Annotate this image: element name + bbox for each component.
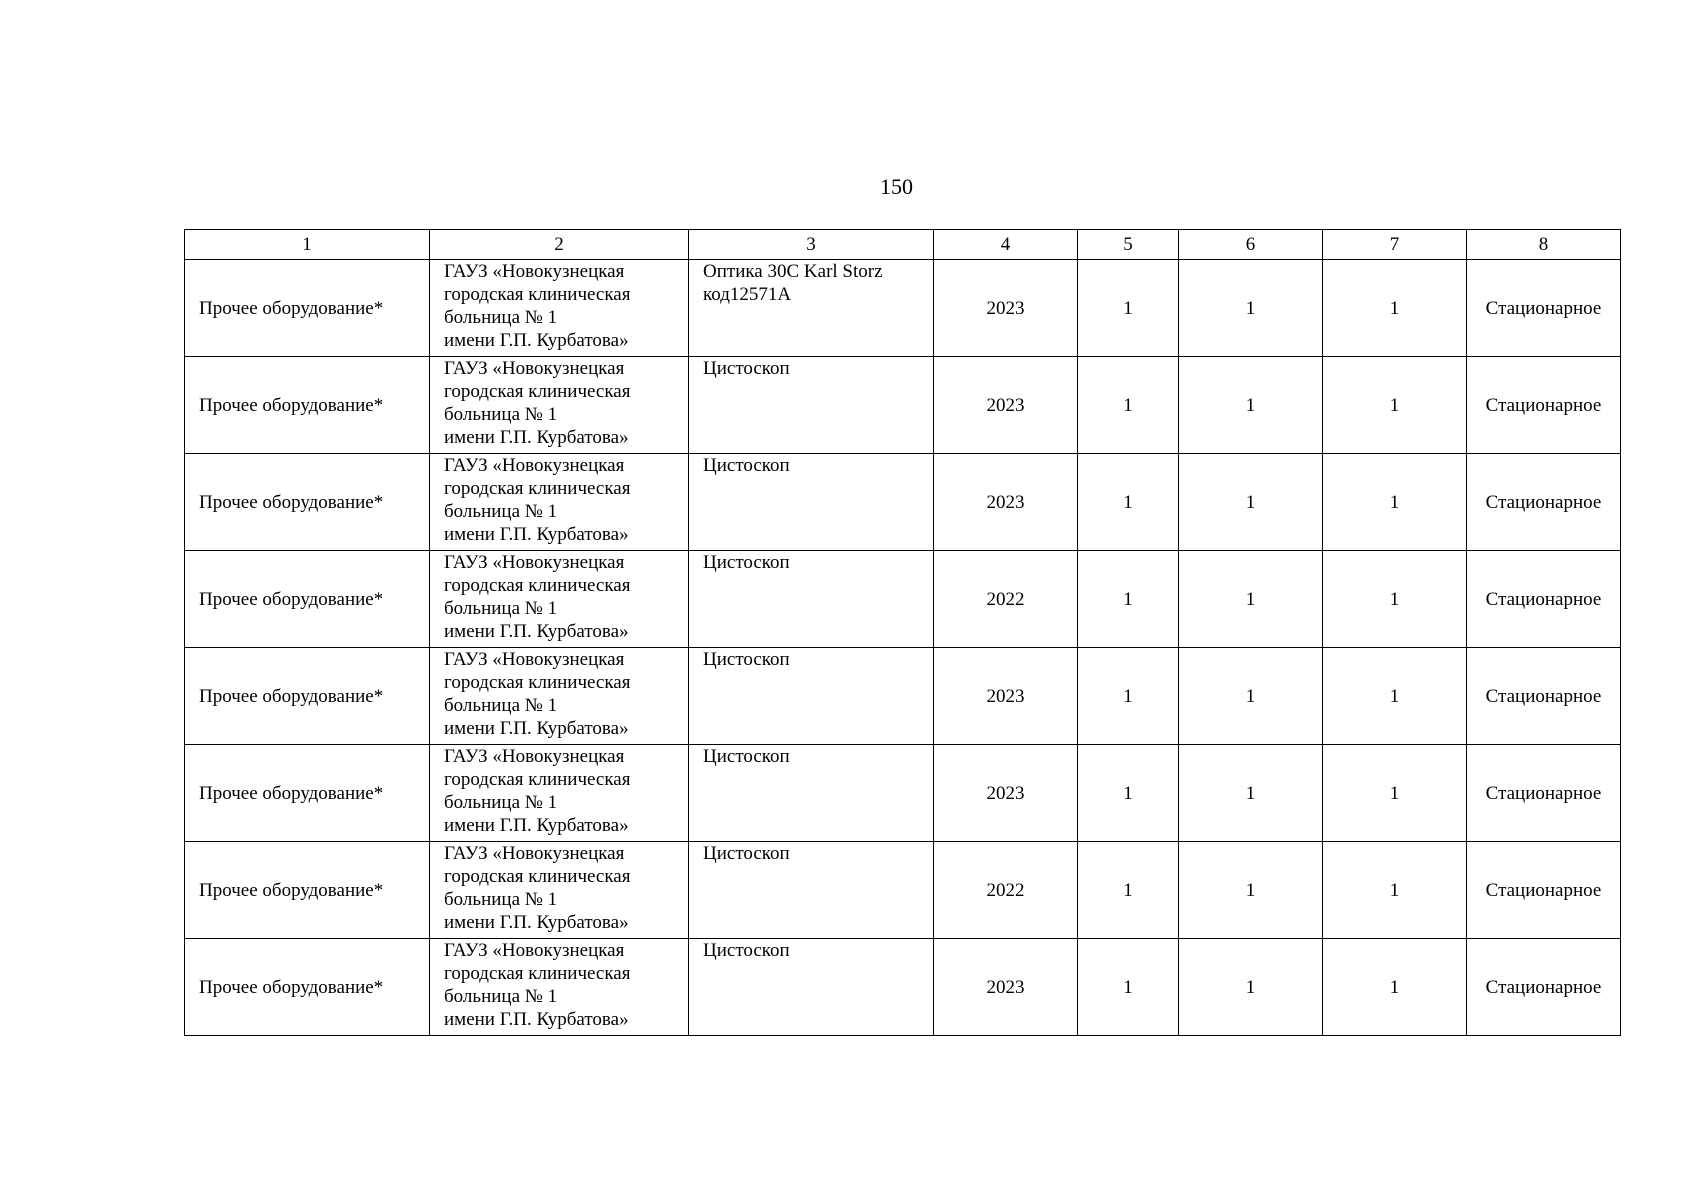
equipment-type-cell: Прочее оборудование* (185, 842, 430, 939)
header-cell-3: 3 (689, 230, 934, 260)
header-cell-5: 5 (1078, 230, 1179, 260)
organization-line: ГАУЗ «Новокузнецкая (444, 261, 625, 282)
equipment-kind-cell: Стационарное (1467, 260, 1621, 357)
organization-cell (430, 357, 689, 454)
equipment-name-cell (689, 551, 934, 648)
column-5-cell: 1 (1078, 357, 1179, 454)
column-6-cell: 1 (1179, 551, 1323, 648)
equipment-name-cell (689, 260, 934, 357)
equipment-name-cell (689, 648, 934, 745)
organization-line: ГАУЗ «Новокузнецкая (444, 649, 625, 670)
page-number: 150 (880, 174, 913, 199)
year-cell: 2023 (934, 454, 1078, 551)
organization-cell (430, 745, 689, 842)
organization-line: больница № 1 (444, 695, 558, 716)
equipment-kind-cell: Стационарное (1467, 648, 1621, 745)
column-6-cell: 1 (1179, 745, 1323, 842)
organization-cell (430, 551, 689, 648)
organization-line: больница № 1 (444, 501, 558, 522)
table-row (185, 260, 1621, 357)
equipment-name-line: Цистоскоп (703, 552, 790, 573)
equipment-name-line: Цистоскоп (703, 358, 790, 379)
organization-line: ГАУЗ «Новокузнецкая (444, 843, 625, 864)
organization-line: городская клиническая (444, 381, 631, 402)
column-7-cell: 1 (1323, 648, 1467, 745)
year-cell: 2022 (934, 842, 1078, 939)
table-row (185, 842, 1621, 939)
year-cell: 2022 (934, 551, 1078, 648)
column-7-cell: 1 (1323, 551, 1467, 648)
equipment-name-cell (689, 454, 934, 551)
equipment-name-line: Цистоскоп (703, 455, 790, 476)
organization-line: имени Г.П. Курбатова» (444, 621, 629, 642)
table-row (185, 551, 1621, 648)
column-6-cell: 1 (1179, 648, 1323, 745)
equipment-name-line: Цистоскоп (703, 746, 790, 767)
organization-line: имени Г.П. Курбатова» (444, 815, 629, 836)
equipment-name-line: Цистоскоп (703, 843, 790, 864)
equipment-name-line: Цистоскоп (703, 649, 790, 670)
equipment-name-line: Цистоскоп (703, 940, 790, 961)
year-cell: 2023 (934, 357, 1078, 454)
organization-line: имени Г.П. Курбатова» (444, 427, 629, 448)
equipment-kind-cell: Стационарное (1467, 551, 1621, 648)
organization-line: городская клиническая (444, 575, 631, 596)
equipment-type-cell: Прочее оборудование* (185, 551, 430, 648)
header-cell-2: 2 (430, 230, 689, 260)
organization-line: имени Г.П. Курбатова» (444, 718, 629, 739)
equipment-name-cell (689, 745, 934, 842)
column-6-cell: 1 (1179, 939, 1323, 1036)
organization-line: больница № 1 (444, 307, 558, 328)
organization-cell (430, 454, 689, 551)
equipment-type-cell: Прочее оборудование* (185, 648, 430, 745)
table-row (185, 648, 1621, 745)
column-5-cell: 1 (1078, 648, 1179, 745)
equipment-kind-cell: Стационарное (1467, 842, 1621, 939)
year-cell: 2023 (934, 648, 1078, 745)
organization-line: городская клиническая (444, 672, 631, 693)
header-cell-1: 1 (185, 230, 430, 260)
column-6-cell: 1 (1179, 260, 1323, 357)
table-row (185, 454, 1621, 551)
year-cell: 2023 (934, 260, 1078, 357)
equipment-name-line: Оптика 30С Karl Storz (703, 261, 883, 282)
header-cell-4: 4 (934, 230, 1078, 260)
column-5-cell: 1 (1078, 745, 1179, 842)
column-7-cell: 1 (1323, 842, 1467, 939)
organization-line: больница № 1 (444, 986, 558, 1007)
organization-line: ГАУЗ «Новокузнецкая (444, 746, 625, 767)
equipment-type-cell: Прочее оборудование* (185, 454, 430, 551)
equipment-type-cell: Прочее оборудование* (185, 357, 430, 454)
table-row (185, 745, 1621, 842)
organization-line: городская клиническая (444, 769, 631, 790)
equipment-name-cell (689, 939, 934, 1036)
organization-line: ГАУЗ «Новокузнецкая (444, 358, 625, 379)
organization-cell (430, 939, 689, 1036)
organization-line: имени Г.П. Курбатова» (444, 524, 629, 545)
organization-line: больница № 1 (444, 404, 558, 425)
year-cell: 2023 (934, 745, 1078, 842)
organization-line: городская клиническая (444, 284, 631, 305)
organization-line: больница № 1 (444, 598, 558, 619)
column-7-cell: 1 (1323, 260, 1467, 357)
equipment-name-line: код12571А (703, 284, 792, 305)
equipment-table (184, 229, 1621, 1036)
header-cell-6: 6 (1179, 230, 1323, 260)
organization-cell (430, 648, 689, 745)
organization-line: ГАУЗ «Новокузнецкая (444, 940, 625, 961)
organization-line: ГАУЗ «Новокузнецкая (444, 455, 625, 476)
equipment-name-cell (689, 842, 934, 939)
equipment-kind-cell: Стационарное (1467, 939, 1621, 1036)
organization-line: больница № 1 (444, 889, 558, 910)
column-6-cell: 1 (1179, 842, 1323, 939)
organization-line: городская клиническая (444, 866, 631, 887)
column-5-cell: 1 (1078, 454, 1179, 551)
equipment-name-cell (689, 357, 934, 454)
column-5-cell: 1 (1078, 842, 1179, 939)
organization-line: имени Г.П. Курбатова» (444, 912, 629, 933)
column-7-cell: 1 (1323, 454, 1467, 551)
organization-cell (430, 260, 689, 357)
organization-line: больница № 1 (444, 792, 558, 813)
column-7-cell: 1 (1323, 939, 1467, 1036)
column-7-cell: 1 (1323, 357, 1467, 454)
organization-line: имени Г.П. Курбатова» (444, 330, 629, 351)
organization-line: имени Г.П. Курбатова» (444, 1009, 629, 1030)
header-row (185, 230, 1621, 260)
column-5-cell: 1 (1078, 260, 1179, 357)
equipment-type-cell: Прочее оборудование* (185, 939, 430, 1036)
equipment-type-cell: Прочее оборудование* (185, 260, 430, 357)
table-row (185, 939, 1621, 1036)
equipment-kind-cell: Стационарное (1467, 357, 1621, 454)
organization-line: ГАУЗ «Новокузнецкая (444, 552, 625, 573)
equipment-kind-cell: Стационарное (1467, 454, 1621, 551)
column-7-cell: 1 (1323, 745, 1467, 842)
organization-line: городская клиническая (444, 478, 631, 499)
column-5-cell: 1 (1078, 551, 1179, 648)
year-cell: 2023 (934, 939, 1078, 1036)
column-6-cell: 1 (1179, 357, 1323, 454)
header-cell-8: 8 (1467, 230, 1621, 260)
organization-line: городская клиническая (444, 963, 631, 984)
header-cell-7: 7 (1323, 230, 1467, 260)
table-row (185, 357, 1621, 454)
organization-cell (430, 842, 689, 939)
equipment-kind-cell: Стационарное (1467, 745, 1621, 842)
column-5-cell: 1 (1078, 939, 1179, 1036)
equipment-type-cell: Прочее оборудование* (185, 745, 430, 842)
column-6-cell: 1 (1179, 454, 1323, 551)
